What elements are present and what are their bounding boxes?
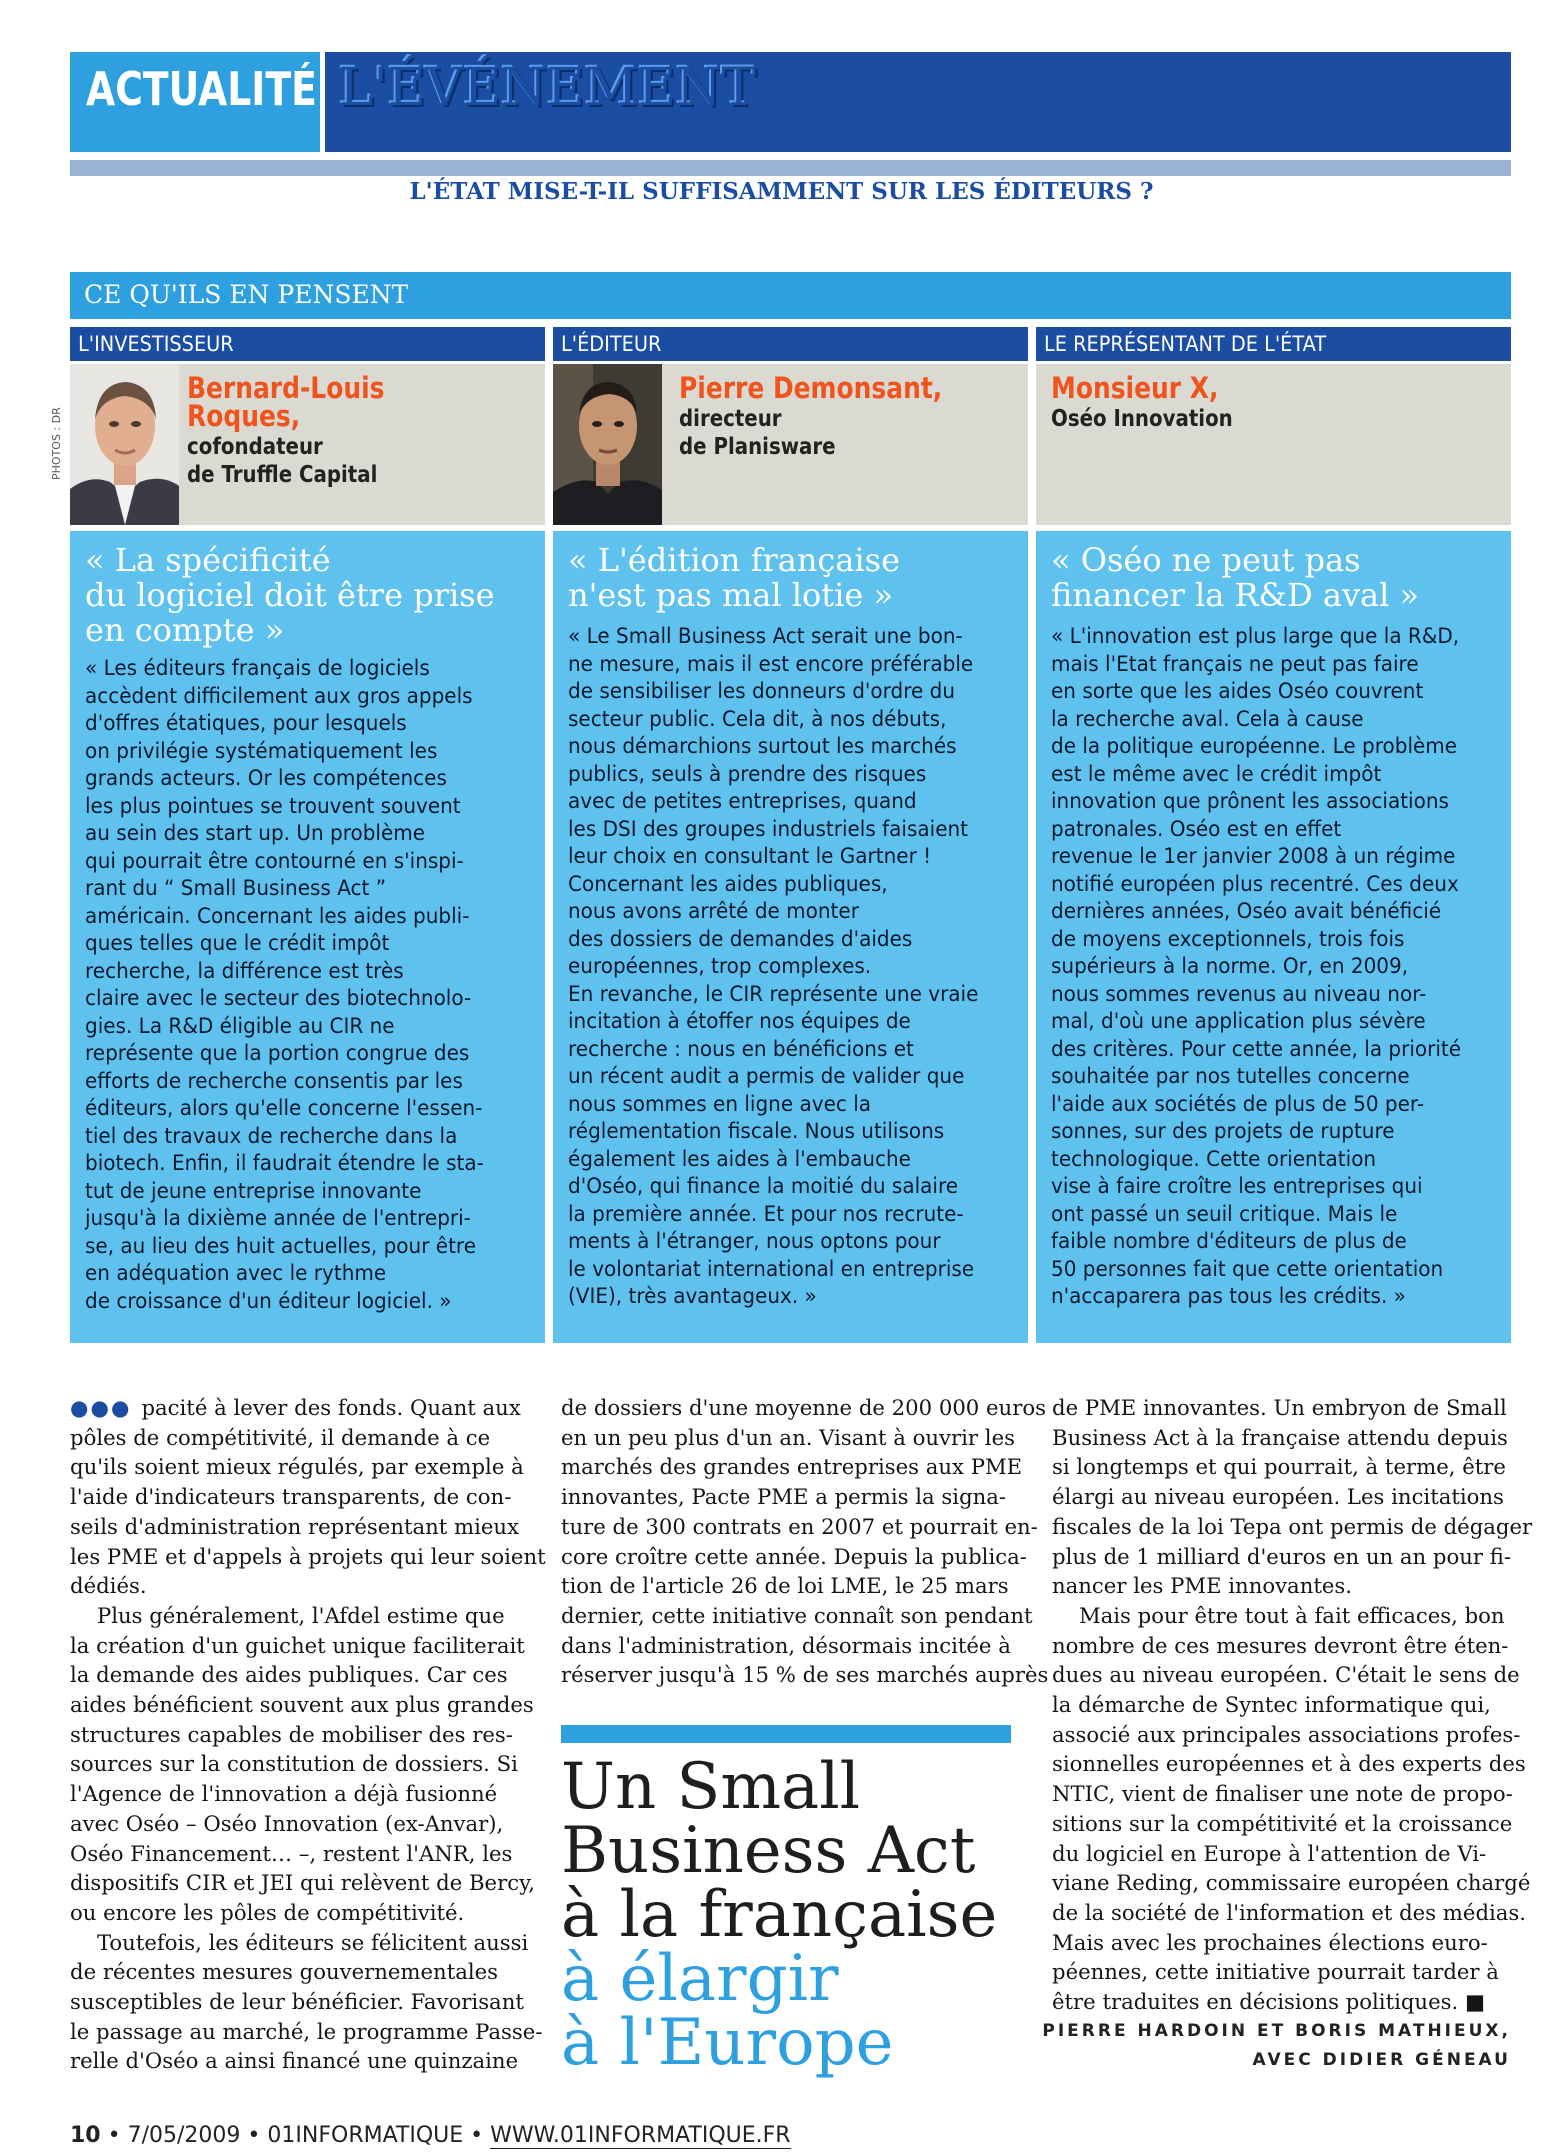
pull-quote-highlight: à l'Europe: [561, 2006, 894, 2080]
article-line: si longtemps et qui pourrait, à terme, être: [1052, 1454, 1506, 1480]
pull-quote-rule: [561, 1725, 1011, 1743]
article-line: nancer les PME innovantes.: [1052, 1573, 1352, 1599]
box-title: [70, 272, 1511, 319]
quote-panel: [70, 531, 545, 1343]
portrait-photo: [70, 364, 179, 525]
article-line: susceptibles de leur bénéficier. Favorisant: [70, 1989, 524, 2015]
article-line: dues au niveau européen. C'était le sens de: [1052, 1662, 1520, 1688]
article-line: Business Act à la française attendu depuis: [1052, 1424, 1508, 1450]
person-name: Pierre Demonsant,: [679, 371, 943, 405]
article-line: ture de 300 contrats en 2007 et pourrait en-: [561, 1513, 1038, 1539]
article-column-3: [1052, 1393, 1533, 2017]
article-line: élargi au niveau européen. Les incitations: [1052, 1484, 1504, 1510]
article-line: nombre de ces mesures devront être éten-: [1052, 1632, 1509, 1658]
opinion-tag: [70, 327, 545, 361]
page-number: 10: [70, 2123, 101, 2148]
quote-body: « Le Small Business Act serait une bon- ne mesure, mais il est encore préférable de sensibiliser les donneurs d'ordre du secteur public. Cela dit, à nos débuts, nous démarchions surtout les marchés publics, seuls à prendre des risques avec de petites entreprises, quand les DSI des groupes industriels faisaient leur choix en consultant le Gartner ! Concernant les aides publiques, nous avons arrêté de monter des dossiers de demandes d'aides européennes, trop complexes. En revanche, le CIR représente une vraie incitation à étoffer nos équipes de recherche : nous en bénéficions et un récent audit a permis de valider que nous sommes en ligne avec la réglementation fiscale. Nous utilisons également les aides à l'embauche d'Oséo, qui finance la moitié du salaire la première année. Et pour nos recrute- ments à l'étranger, nous optons pour le volontariat international en entreprise (VIE), très avantageux. »: [568, 624, 979, 1309]
continuation-bullets: ●●●: [70, 1395, 132, 1420]
article-line: marchés des grandes entreprises aux PME: [561, 1454, 1023, 1480]
section-text: ACTUALITÉ: [86, 62, 317, 116]
article-line: aides bénéficient souvent aux plus grandes: [70, 1692, 534, 1718]
article-line: NTIC, vient de finaliser une note de propo-: [1052, 1781, 1513, 1807]
quote-title: « Oséo ne peut pas financer la R&D aval »: [1051, 541, 1420, 614]
article-line: Oséo Financement… –, restent l'ANR, les: [70, 1840, 513, 1866]
quote-panel: [1036, 531, 1511, 1343]
opinion-state-representative: [1036, 327, 1511, 1343]
magazine-name: 01INFORMATIQUE: [267, 2123, 464, 2148]
portrait-photo-image: [553, 364, 662, 525]
article-line: avec Oséo – Oséo Innovation (ex-Anvar),: [70, 1810, 504, 1836]
article-line: être traduites en décisions politiques. ■: [1052, 1989, 1485, 2015]
article-line: structures capables de mobiliser des res-: [70, 1721, 513, 1747]
portrait-photo-image: [70, 364, 179, 525]
article-line: en un peu plus d'un an. Visant à ouvrir les: [561, 1424, 1015, 1450]
person-role: directeur de Planisware: [679, 406, 836, 460]
header-rule: [70, 160, 1511, 176]
article-line: sitions sur la compétitivité et la croissance: [1052, 1810, 1513, 1836]
byline: PIERRE HARDOIN ET BORIS MATHIEUX, AVEC DIDIER GÉNEAU: [1042, 2021, 1511, 2070]
article-line: la demande des aides publiques. Car ces: [70, 1662, 508, 1688]
opinion-tag-text: LE REPRÉSENTANT DE L'ÉTAT: [1044, 332, 1327, 356]
article-line: dispositifs CIR et JEI qui relèvent de Bercy,: [70, 1870, 535, 1896]
article-line: Mais pour être tout à fait efficaces, bon: [1052, 1602, 1505, 1628]
article-line: tion de l'article 26 de loi LME, le 25 mars: [561, 1573, 1009, 1599]
article-line: l'Agence de l'innovation a déjà fusionné: [70, 1781, 498, 1807]
article-line: la démarche de Syntec informatique qui,: [1052, 1692, 1491, 1718]
profile: [70, 364, 545, 525]
opinion-tag-text: L'INVESTISSEUR: [78, 332, 234, 356]
opinion-tag: [553, 327, 1028, 361]
article-line: dernier, cette initiative connaît son pendant: [561, 1602, 1033, 1628]
profile: [1036, 364, 1511, 525]
person-name: Bernard-Louis Roques,: [187, 371, 385, 433]
page-footer: 10 • 7/05/2009 • 01INFORMATIQUE • WWW.01INFORMATIQUE.FR: [70, 2123, 791, 2148]
kicker: L'ÉTAT MISE-T-IL SUFFISAMMENT SUR LES ÉDITEURS ?: [409, 178, 1154, 205]
article-line: de dossiers d'une moyenne de 200 000 euros: [561, 1395, 1046, 1420]
article-line: core croître cette année. Depuis la publica-: [561, 1543, 1027, 1569]
quote-body: « L'innovation est plus large que la R&D, mais l'Etat français ne peut pas faire en sorte que les aides Oséo couvrent la recherche aval. Cela à cause de la politique européenne. Le problème est le même avec le crédit impôt innovation que prônent les associations patronales. Oséo est en effet revenue le 1er janvier 2008 à un régime notifié européen plus recentré. Ces deux dernières années, Oséo avait bénéficié de moyens exceptionnels, trois fois supérieurs à la norme. Or, en 2009, nous sommes revenus au niveau nor- mal, d'où une application plus sévère des critères. Pour cette année, la priorité souhaitée par nos tutelles concerne l'aide aux sociétés de plus de 50 per- sonnes, sur des projets de rupture technologique. Cette orientation vise à faire croître les entreprises qui ont passé un seuil critique. Mais le faible nombre d'éditeurs de plus de 50 personnes fait que cette orientation n'accaparera pas tous les crédits. »: [1051, 624, 1462, 1309]
issue-date: 7/05/2009: [127, 2123, 241, 2148]
article-line: qu'ils soient mieux régulés, par exemple à: [70, 1454, 524, 1480]
article-line: Mais avec les prochaines élections euro-: [1052, 1929, 1488, 1955]
article-line: fiscales de la loi Tepa ont permis de dégager: [1052, 1513, 1533, 1539]
rubric-text: L'ÉVÉNEMENT: [339, 58, 757, 118]
article-line: l'aide d'indicateurs transparents, de con-: [70, 1484, 512, 1510]
pull-quote-line: Business Act: [561, 1814, 976, 1888]
person-role: cofondateur de Truffle Capital: [187, 434, 378, 488]
article-line: plus de 1 milliard d'euros en un an pour fi-: [1052, 1543, 1512, 1569]
article-line: pôles de compétitivité, il demande à ce: [70, 1424, 491, 1450]
opinion-tag-text: L'ÉDITEUR: [561, 332, 662, 356]
article-line: sources sur la constitution de dossiers. Si: [70, 1751, 518, 1777]
article-line: de récentes mesures gouvernementales: [70, 1959, 499, 1985]
article-line: seils d'administration représentant mieux: [70, 1513, 520, 1539]
article-line: ●●● pacité à lever des fonds. Quant aux: [70, 1395, 521, 1420]
box-title-text: CE QU'ILS EN PENSENT: [84, 280, 409, 309]
quote-panel: [553, 531, 1028, 1343]
person-name: Monsieur X,: [1051, 371, 1219, 405]
opinion-publisher: [553, 327, 1028, 1343]
quote-body: « Les éditeurs français de logiciels accèdent difficilement aux gros appels d'offres étatiques, pour lesquels on privilégie systématiquement les grands acteurs. Or les compétences les plus pointues se trouvent souvent au sein des start up. Un problème qui pourrait être contourné en s'inspi- rant du “ Small Business Act ” américain. Concernant les aides publi- ques telles que le crédit impôt recherche, la différence est très claire avec le secteur des biotechnolo- gies. La R&D éligible au CIR ne représente que la portion congrue des efforts de recherche consentis par les éditeurs, alors qu'elle concerne l'essen- tiel des travaux de recherche dans la biotech. Enfin, il faudrait étendre le sta- tut de jeune entreprise innovante jusqu'à la dixième année de l'entrepri- se, au lieu des huit actuelles, pour être en adéquation avec le rythme de croissance d'un éditeur logiciel. »: [85, 656, 484, 1314]
article-line: dédiés.: [70, 1573, 147, 1599]
website-link[interactable]: WWW.01INFORMATIQUE.FR: [490, 2123, 791, 2148]
article-line: innovantes, Pacte PME a permis la signa-: [561, 1484, 1007, 1510]
pull-quote-highlight: à élargir: [561, 1942, 839, 2016]
person-role: Oséo Innovation: [1051, 406, 1233, 432]
article-line: Toutefois, les éditeurs se félicitent aussi: [70, 1929, 529, 1955]
article-line: les PME et d'appels à projets qui leur soient: [70, 1543, 546, 1569]
quote-title: « L'édition française n'est pas mal lotie »: [568, 541, 901, 614]
article-line: péennes, cette initiative pourrait tarder à: [1052, 1959, 1499, 1985]
article-line: associé aux principales associations profes-: [1052, 1721, 1521, 1747]
article-column-2: [561, 1393, 1049, 1690]
article-line: du logiciel en Europe à l'attention de Vi-: [1052, 1840, 1487, 1866]
pull-quote-line: Un Small: [561, 1750, 861, 1824]
rubric-banner: [325, 52, 1511, 152]
article-line: réserver jusqu'à 15 % de ses marchés auprès: [561, 1662, 1049, 1688]
section-label: [70, 52, 320, 152]
article-line: viane Reding, commissaire européen chargé: [1052, 1870, 1531, 1896]
article-line: sionnelles européennes et à des experts des: [1052, 1751, 1526, 1777]
article-line: Plus généralement, l'Afdel estime que: [70, 1602, 505, 1628]
opinion-tag: [1036, 327, 1511, 361]
opinion-investor: [70, 327, 545, 1343]
article-line: de PME innovantes. Un embryon de Small: [1052, 1395, 1507, 1420]
article-line: ou encore les pôles de compétitivité.: [70, 1899, 465, 1925]
article-line: la création d'un guichet unique faciliterait: [70, 1632, 525, 1658]
pull-quote: [561, 1750, 998, 2080]
pull-quote-line: à la française: [561, 1878, 998, 1952]
article-line: de la société de l'information et des médias.: [1052, 1899, 1527, 1925]
article-column-1: [70, 1393, 546, 2076]
article-line: le passage au marché, le programme Passe-: [70, 2018, 543, 2044]
portrait-photo: [553, 364, 662, 525]
article-line: dans l'administration, désormais incitée à: [561, 1632, 1011, 1658]
photo-credit: PHOTOS : DR: [50, 407, 63, 480]
quote-title: « La spécificité du logiciel doit être prise en compte »: [85, 541, 495, 649]
article-line: relle d'Oséo a ainsi financé une quinzaine: [70, 2048, 519, 2074]
profile: [553, 364, 1028, 525]
